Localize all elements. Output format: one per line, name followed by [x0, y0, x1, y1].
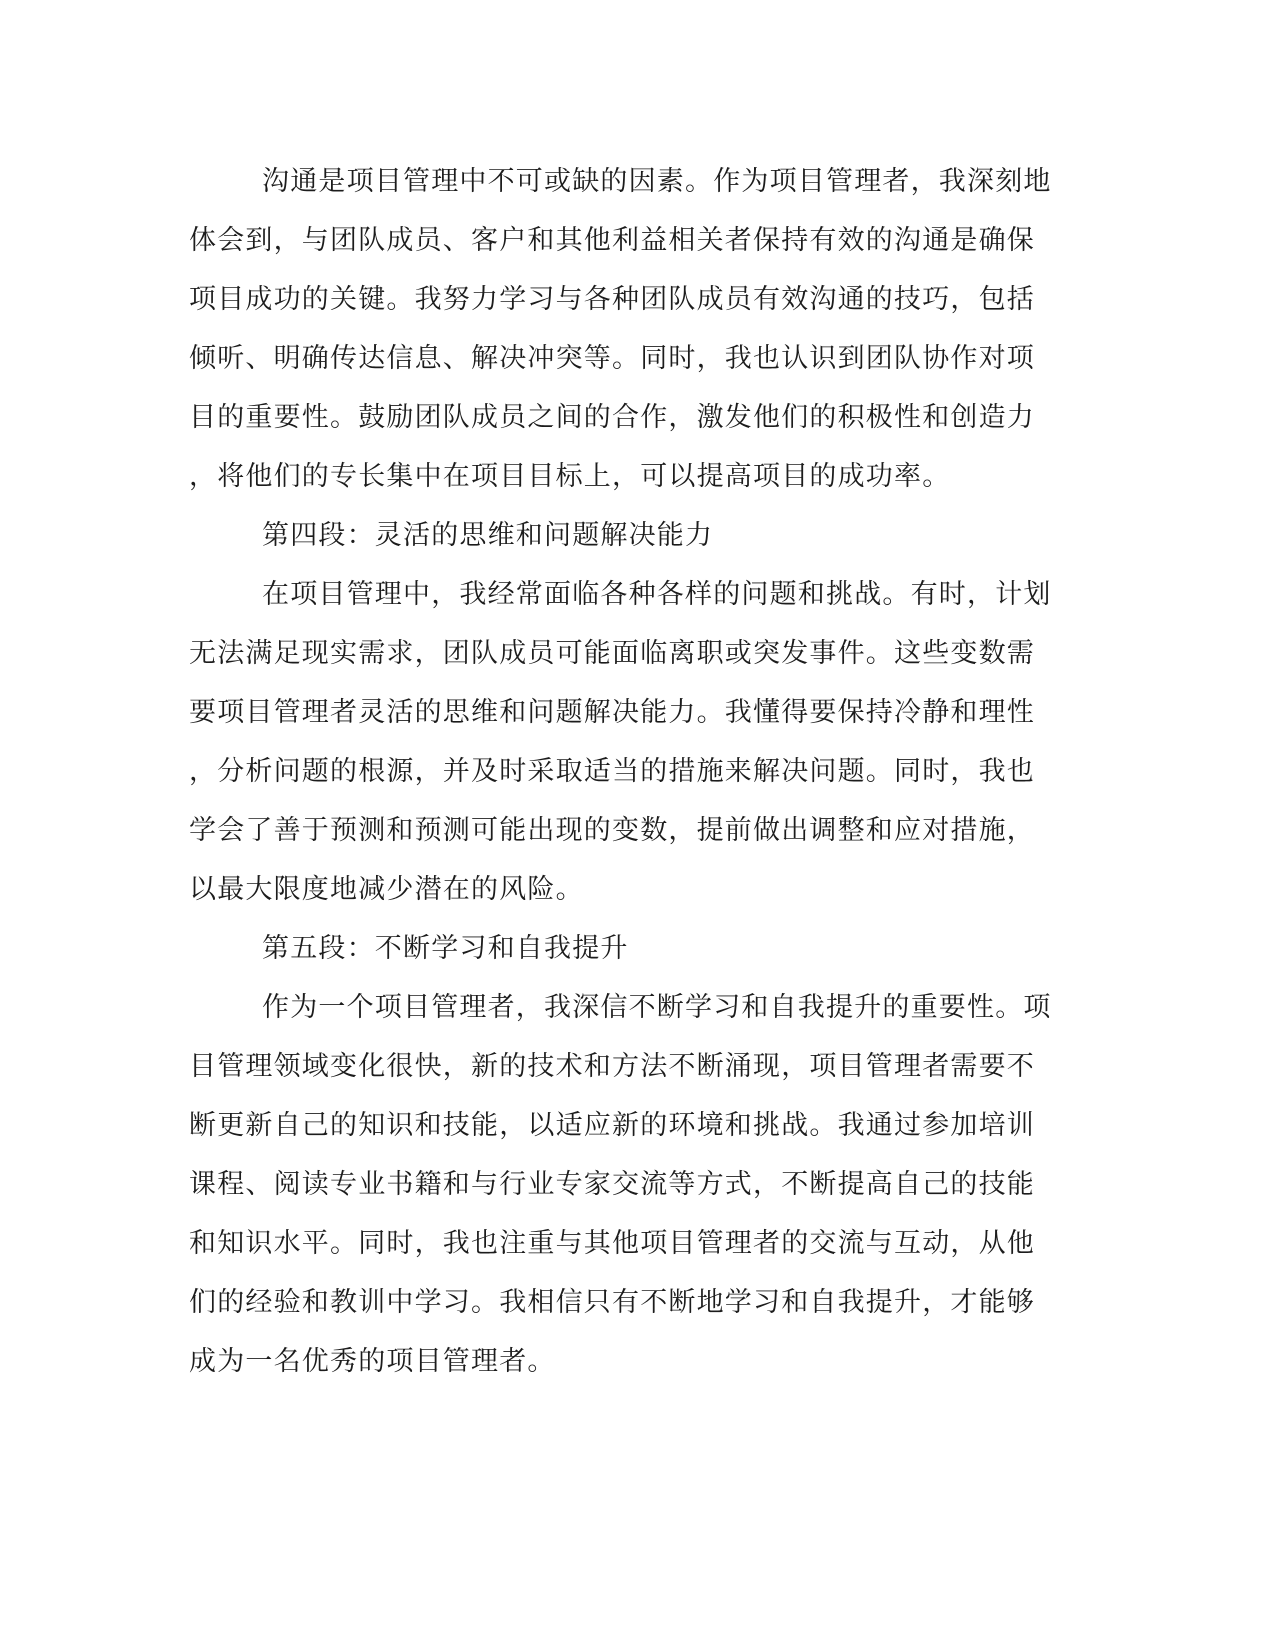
- paragraph-learning-line: 断更新自己的知识和技能，以适应新的环境和挑战。我通过参加培训: [189, 1110, 1035, 1141]
- paragraph-communication-line: 项目成功的关键。我努力学习与各种团队成员有效沟通的技巧，包括: [189, 284, 1035, 315]
- paragraph-problem-solving-line: ，分析问题的根源，并及时采取适当的措施来解决问题。同时，我也: [189, 756, 1035, 787]
- paragraph-problem-solving-line: 在项目管理中，我经常面临各种各样的问题和挑战。有时，计划: [262, 579, 1052, 610]
- paragraph-problem-solving-line: 以最大限度地减少潜在的风险。: [189, 874, 584, 905]
- paragraph-communication-line: 体会到，与团队成员、客户和其他利益相关者保持有效的沟通是确保: [189, 225, 1035, 256]
- paragraph-communication-line: 沟通是项目管理中不可或缺的因素。作为项目管理者，我深刻地: [262, 166, 1052, 197]
- paragraph-communication-line: ，将他们的专长集中在项目目标上，可以提高项目的成功率。: [189, 461, 951, 492]
- paragraph-learning-line: 目管理领域变化很快，新的技术和方法不断涌现，项目管理者需要不: [189, 1051, 1035, 1082]
- paragraph-problem-solving-line: 要项目管理者灵活的思维和问题解决能力。我懂得要保持冷静和理性: [189, 697, 1035, 728]
- paragraph-problem-solving-line: 学会了善于预测和预测可能出现的变数，提前做出调整和应对措施，: [189, 815, 1035, 846]
- paragraph-problem-solving-line: 无法满足现实需求，团队成员可能面临离职或突发事件。这些变数需: [189, 638, 1035, 669]
- paragraph-learning-line: 们的经验和教训中学习。我相信只有不断地学习和自我提升，才能够: [189, 1287, 1035, 1318]
- section-heading-5: 第五段：不断学习和自我提升: [262, 933, 629, 964]
- paragraph-communication-line: 目的重要性。鼓励团队成员之间的合作，激发他们的积极性和创造力: [189, 402, 1035, 433]
- paragraph-learning-line: 和知识水平。同时，我也注重与其他项目管理者的交流与互动，从他: [189, 1228, 1035, 1259]
- paragraph-learning-line: 课程、阅读专业书籍和与行业专家交流等方式，不断提高自己的技能: [189, 1169, 1035, 1200]
- section-heading-4: 第四段：灵活的思维和问题解决能力: [262, 520, 714, 551]
- paragraph-communication-line: 倾听、明确传达信息、解决冲突等。同时，我也认识到团队协作对项: [189, 343, 1035, 374]
- paragraph-learning-line: 作为一个项目管理者，我深信不断学习和自我提升的重要性。项: [262, 992, 1052, 1023]
- paragraph-learning-line: 成为一名优秀的项目管理者。: [189, 1346, 556, 1377]
